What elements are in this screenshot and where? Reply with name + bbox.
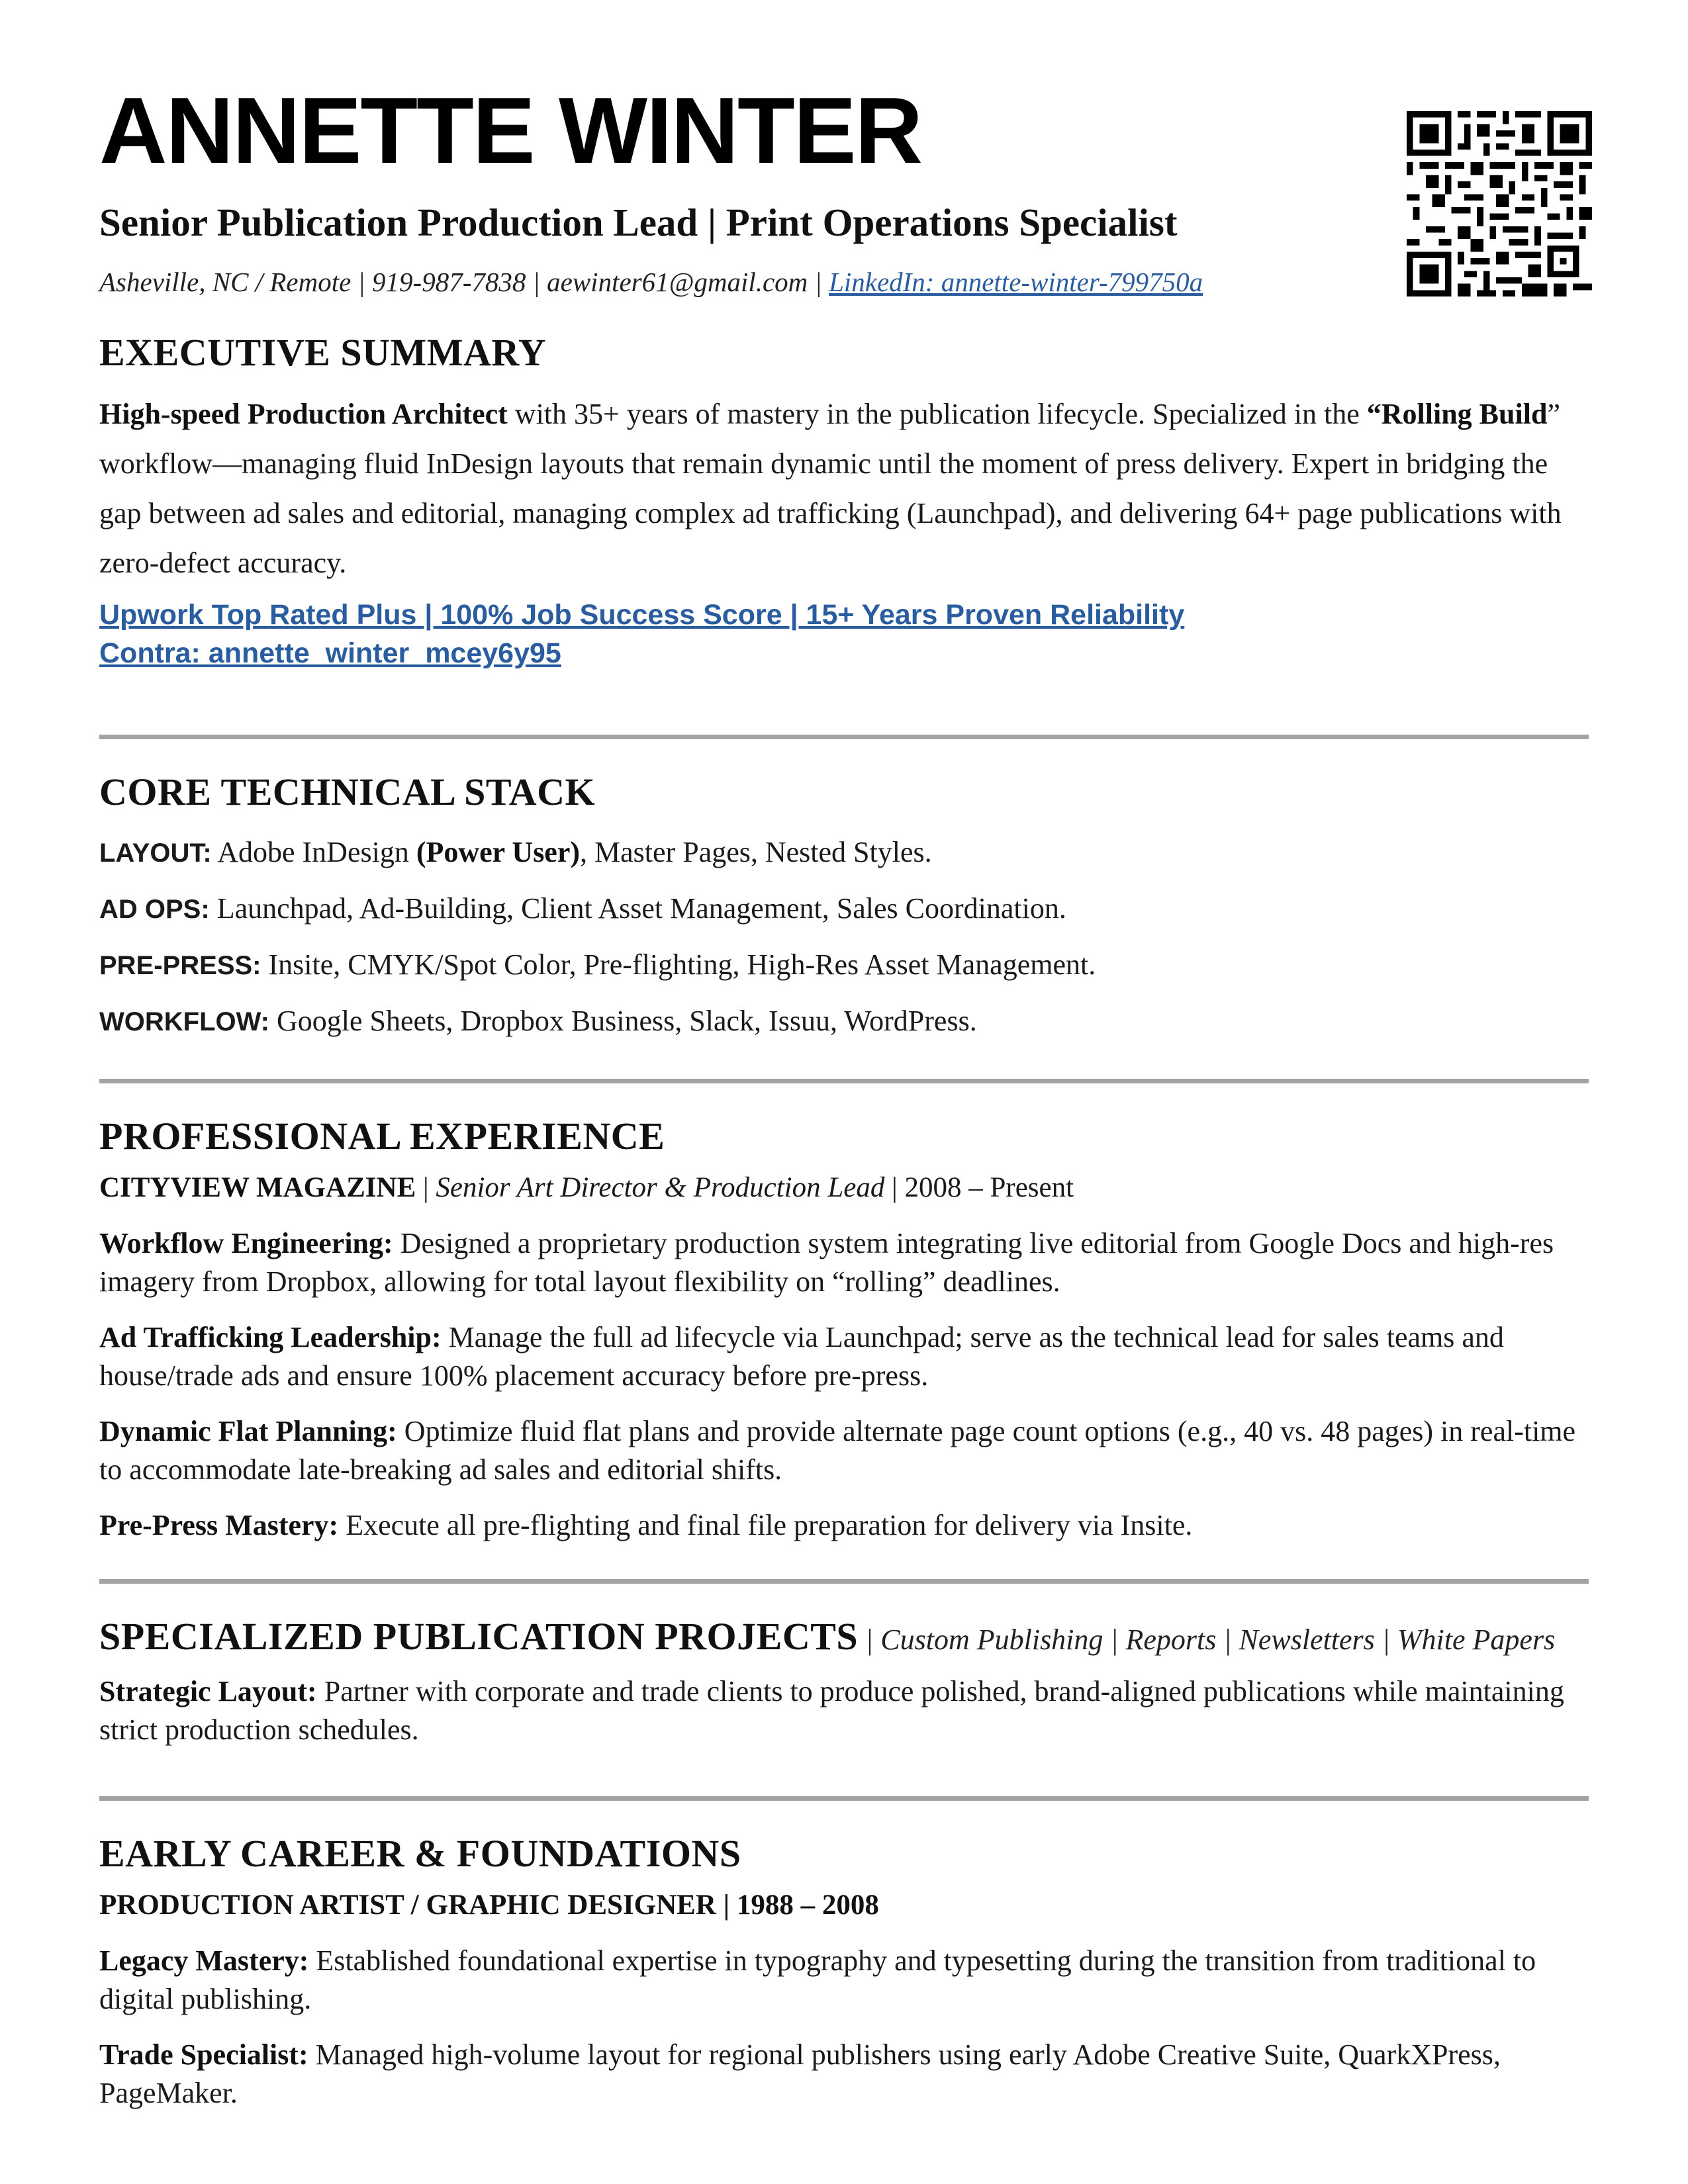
experience-bullet: [99, 1412, 1589, 1489]
bullet-label: Workflow Engineering:: [99, 1227, 393, 1259]
projects-section: [99, 1614, 1589, 1749]
divider: [99, 1079, 1589, 1083]
summary-text-1: with 35+ years of mastery in the publication lifecycle. Specialized in the: [507, 398, 1367, 430]
contra-link[interactable]: Contra: annette_winter_mcey6y95: [99, 637, 561, 669]
experience-bullet: [99, 1224, 1589, 1301]
stack-text: , Master Pages, Nested Styles.: [580, 836, 932, 868]
stack-label: WORKFLOW:: [99, 1007, 269, 1036]
section-heading: PROFESSIONAL EXPERIENCE: [99, 1115, 665, 1158]
stack-text: Insite, CMYK/Spot Color, Pre-flighting, High-Res Asset Management.: [261, 948, 1096, 981]
experience-section: [99, 1113, 1589, 1545]
bullet-label: Pre-Press Mastery:: [99, 1509, 339, 1541]
early-bullet: [99, 2036, 1589, 2113]
experience-bullet: [99, 1318, 1589, 1395]
job-dates: 1988 – 2008: [736, 1889, 879, 1921]
section-heading: EARLY CAREER & FOUNDATIONS: [99, 1832, 741, 1875]
contact-line: [99, 263, 1203, 300]
divider: [99, 735, 1589, 739]
bullet-label: Dynamic Flat Planning:: [99, 1415, 397, 1447]
bullet-label: Strategic Layout:: [99, 1675, 317, 1707]
stack-text: Google Sheets, Dropbox Business, Slack, Issuu, WordPress.: [269, 1005, 977, 1037]
technical-stack-section: [99, 769, 1589, 1050]
upwork-link[interactable]: Upwork Top Rated Plus | 100% Job Success Score | 15+ Years Proven Reliability: [99, 599, 1185, 631]
early-bullet: [99, 1942, 1589, 2019]
candidate-name: ANNETTE WINTER: [99, 78, 922, 183]
job-header: PRODUCTION ARTIST / GRAPHIC DESIGNER | 1988 – 2008: [99, 1889, 879, 1921]
stack-label: LAYOUT:: [99, 839, 212, 868]
job-dates: 2008 – Present: [904, 1172, 1074, 1203]
bullet-text: Manage the full ad lifecycle via Launchpad; serve as the technical lead for sales teams and house/trade ads and ensure 100% placement accuracy before pre-press.: [99, 1321, 1504, 1392]
stack-label: AD OPS:: [99, 895, 210, 924]
candidate-title: Senior Publication Production Lead | Print Operations Specialist: [99, 201, 1178, 244]
summary-text-2: ” workflow—managing fluid InDesign layouts that remain dynamic until the moment of press delivery. Expert in bridging the gap between ad sales and editorial, managing complex ad trafficking (Launchpad), and delivering 64+ page publications with zero-defect accuracy.: [99, 398, 1562, 579]
company-name: CITYVIEW MAGAZINE: [99, 1172, 416, 1203]
summary-paragraph: [99, 389, 1589, 588]
stack-item: [99, 993, 1589, 1050]
section-heading: CORE TECHNICAL STACK: [99, 770, 596, 813]
divider: [99, 1796, 1589, 1801]
bullet-text: Execute all pre-flighting and final file preparation for delivery via Insite.: [338, 1509, 1193, 1541]
bullet-text: Designed a proprietary production system integrating live editorial from Google Docs and high-res imagery from Dropbox, allowing for total layout flexibility on “rolling” deadlines.: [99, 1227, 1554, 1298]
job-header: CITYVIEW MAGAZINE | Senior Art Director & Production Lead | 2008 – Present: [99, 1172, 1074, 1203]
stack-label: PRE-PRESS:: [99, 951, 261, 980]
stack-item: [99, 825, 1589, 881]
linkedin-link[interactable]: LinkedIn: annette-winter-799750a: [829, 267, 1203, 297]
stack-text: Adobe InDesign: [211, 836, 416, 868]
stack-text: Launchpad, Ad-Building, Client Asset Management, Sales Coordination.: [209, 892, 1066, 925]
stack-bold: (Power User): [416, 836, 581, 868]
experience-bullet: [99, 1506, 1589, 1545]
summary-lead: High-speed Production Architect: [99, 398, 508, 430]
bullet-label: Legacy Mastery:: [99, 1944, 309, 1977]
stack-item: [99, 937, 1589, 993]
early-career-section: [99, 1831, 1589, 2113]
section-heading: SPECIALIZED PUBLICATION PROJECTS | Custom Publishing | Reports | Newsletters | White Papers: [99, 1615, 1556, 1658]
bullet-text: Established foundational expertise in typography and typesetting during the transition from traditional to digital publishing.: [99, 1944, 1536, 2015]
job-role: Senior Art Director & Production Lead: [436, 1172, 885, 1203]
stack-item: [99, 881, 1589, 937]
bullet-text: Optimize fluid flat plans and provide alternate page count options (e.g., 40 vs. 48 pages) in real-time to accommodate late-breaking ad sales and editorial shifts.: [99, 1415, 1576, 1486]
bullet-text: Partner with corporate and trade clients to produce polished, brand-aligned publications while maintaining strict production schedules.: [99, 1675, 1564, 1746]
projects-bullet: [99, 1672, 1589, 1749]
contact-details: Asheville, NC / Remote | 919-987-7838 | aewinter61@gmail.com |: [99, 267, 829, 297]
section-heading: EXECUTIVE SUMMARY: [99, 331, 547, 374]
bullet-text: Managed high-volume layout for regional publishers using early Adobe Creative Suite, QuarkXPress, PageMaker.: [99, 2038, 1501, 2109]
qr-code-icon[interactable]: [1407, 111, 1592, 296]
summary-rolling-build: “Rolling Build: [1366, 398, 1548, 430]
job-role: PRODUCTION ARTIST / GRAPHIC DESIGNER: [99, 1889, 716, 1921]
executive-summary-section: [99, 330, 1589, 672]
bullet-label: Ad Trafficking Leadership:: [99, 1321, 442, 1353]
projects-heading: SPECIALIZED PUBLICATION PROJECTS: [99, 1615, 859, 1658]
bullet-label: Trade Specialist:: [99, 2038, 308, 2071]
divider: [99, 1579, 1589, 1584]
projects-tag: Custom Publishing | Reports | Newsletters | White Papers: [880, 1623, 1556, 1656]
